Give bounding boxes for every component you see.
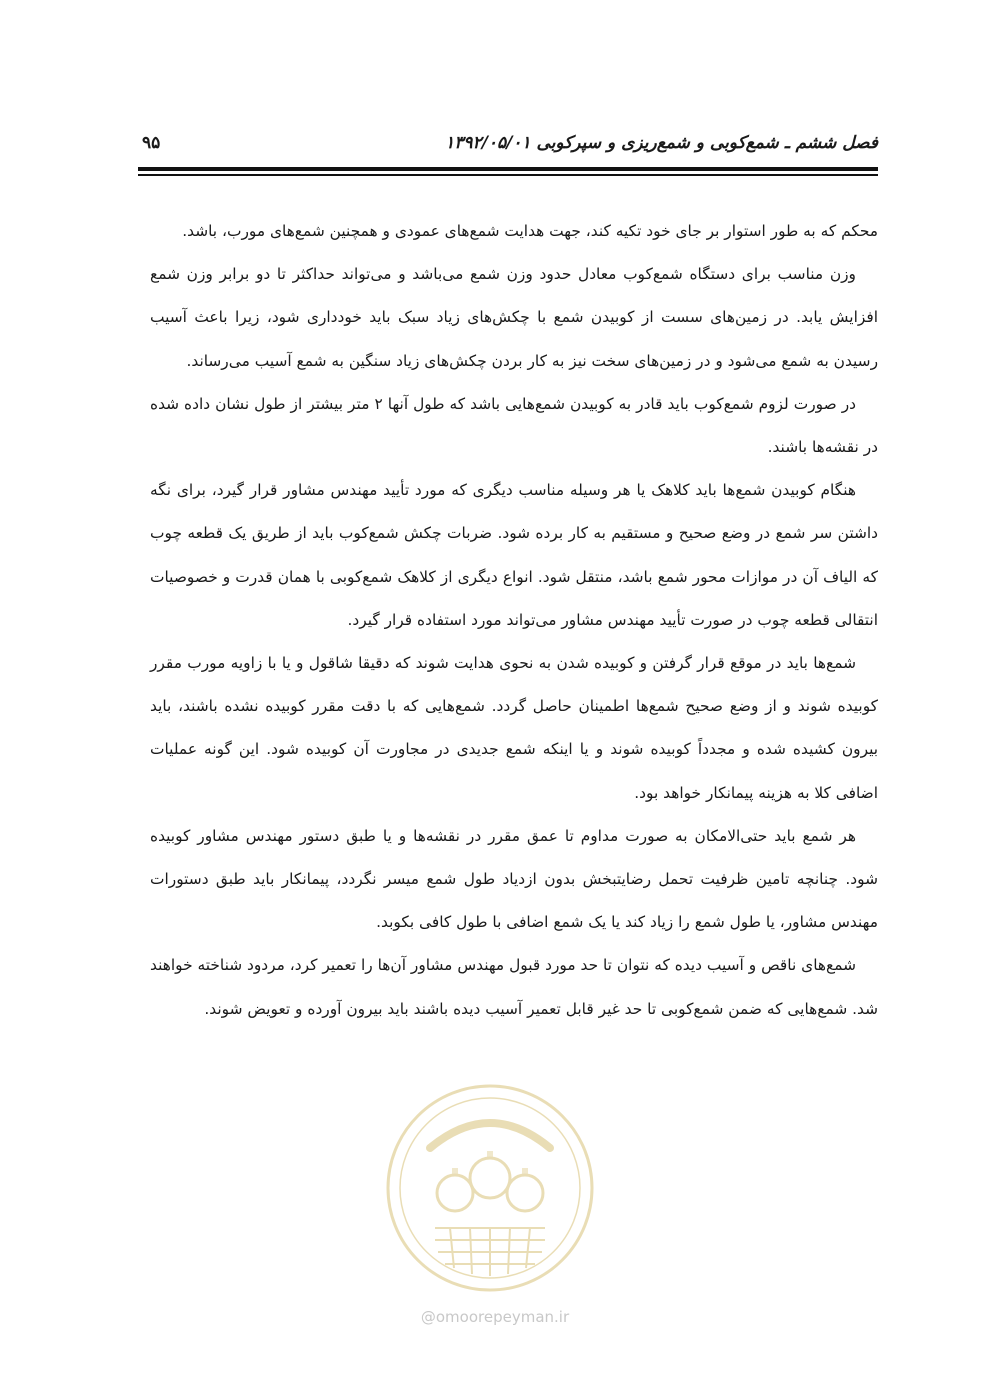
paragraph: در صورت لزوم شمع‌کوب باید قادر به کوبیدن شمع‌هایی باشد که طول آنها ۲ متر بیشتر از طول نشان داده شده در نقشه‌ها باشند. xyxy=(150,394,878,457)
chapter-title: فصل ششم ـ شمع‌کوبی و شمع‌ریزی و سپرکوبی ۱۳۹۲/۰۵/۰۱ xyxy=(445,133,878,153)
watermark-caption: @omoorepeyman.ir xyxy=(420,1308,570,1326)
paragraph: هنگام کوبیدن شمع‌ها باید کلاهک یا هر وسیله مناسب دیگری که مورد تأیید مهندس مشاور قرار گیرد، برای نگه داشتن سر شمع در وضع صحیح و مستقیم به کار برده شود. ضربات چکش شمع‌کوب باید از طریق یک قطعه چوب که الیاف آن در موازات محور شمع باشد، منتقل شود. انواع دیگری از کلاهک شمع‌کوبی با همان قدرت و خصوصیات انتقالی قطعه چوب در صورت تأیید مهندس مشاور می‌تواند مورد استفاده قرار گیرد. xyxy=(150,481,878,629)
header-rule-thick xyxy=(138,167,878,171)
paragraph: محکم که به طور استوار بر جای خود تکیه کند، جهت هدایت شمع‌های عمودی و همچنین شمع‌های مورب، باشد. xyxy=(182,222,878,240)
header-rule-thin xyxy=(138,174,878,176)
body-text xyxy=(150,210,878,1031)
page-number: ۹۵ xyxy=(142,133,161,153)
paragraph: شمع‌های ناقص و آسیب دیده که نتوان تا حد مورد قبول مهندس مشاور آن‌ها را تعمیر کرد، مردود شناخته خواهند شد. شمع‌هایی که ضمن شمع‌کوبی تا حد غیر قابل تعمیر آسیب دیده باشند باید بیرون آورده و تعویض شوند. xyxy=(150,956,878,1018)
paragraph: شمع‌ها باید در موقع قرار گرفتن و کوبیده شدن به نحوی هدایت شوند که دقیقا شاقول و یا با زاویه مورب مقرر کوبیده شوند و از وضع صحیح شمع‌ها اطمینان حاصل گردد. شمع‌هایی که با دقت مقرر کوبیده نشده باشند، باید بیرون کشیده شده و مجدداً کوبیده شوند و یا اینکه شمع جدیدی در مجاورت آن کوبیده شود. این گونه عملیات اضافی کلا به هزینه پیمانکار خواهد بود. xyxy=(150,654,878,802)
watermark-logo xyxy=(380,1078,600,1298)
paragraph: وزن مناسب برای دستگاه شمع‌کوب معادل حدود وزن شمع می‌باشد و می‌تواند حداکثر تا دو برابر وزن شمع افزایش یابد. در زمین‌های سست از کوبیدن شمع با چکش‌های زیاد سبک باید خودداری شود، زیرا باعث آسیب رسیدن به شمع می‌شود و در زمین‌های سخت نیز به کار بردن چکش‌های زیاد سنگین به شمع آسیب می‌رساند. xyxy=(150,265,878,370)
page-header xyxy=(142,128,878,162)
paragraph: هر شمع باید حتی‌الامکان به صورت مداوم تا عمق مقرر در نقشه‌ها و یا طبق دستور مهندس مشاور کوبیده شود. چنانچه تامین ظرفیت تحمل رضایتبخش بدون ازدیاد طول شمع میسر نگردد، پیمانکار باید طبق دستورات مهندس مشاور، یا طول شمع را زیاد کند یا یک شمع اضافی با طول کافی بکوبد. xyxy=(150,826,878,932)
